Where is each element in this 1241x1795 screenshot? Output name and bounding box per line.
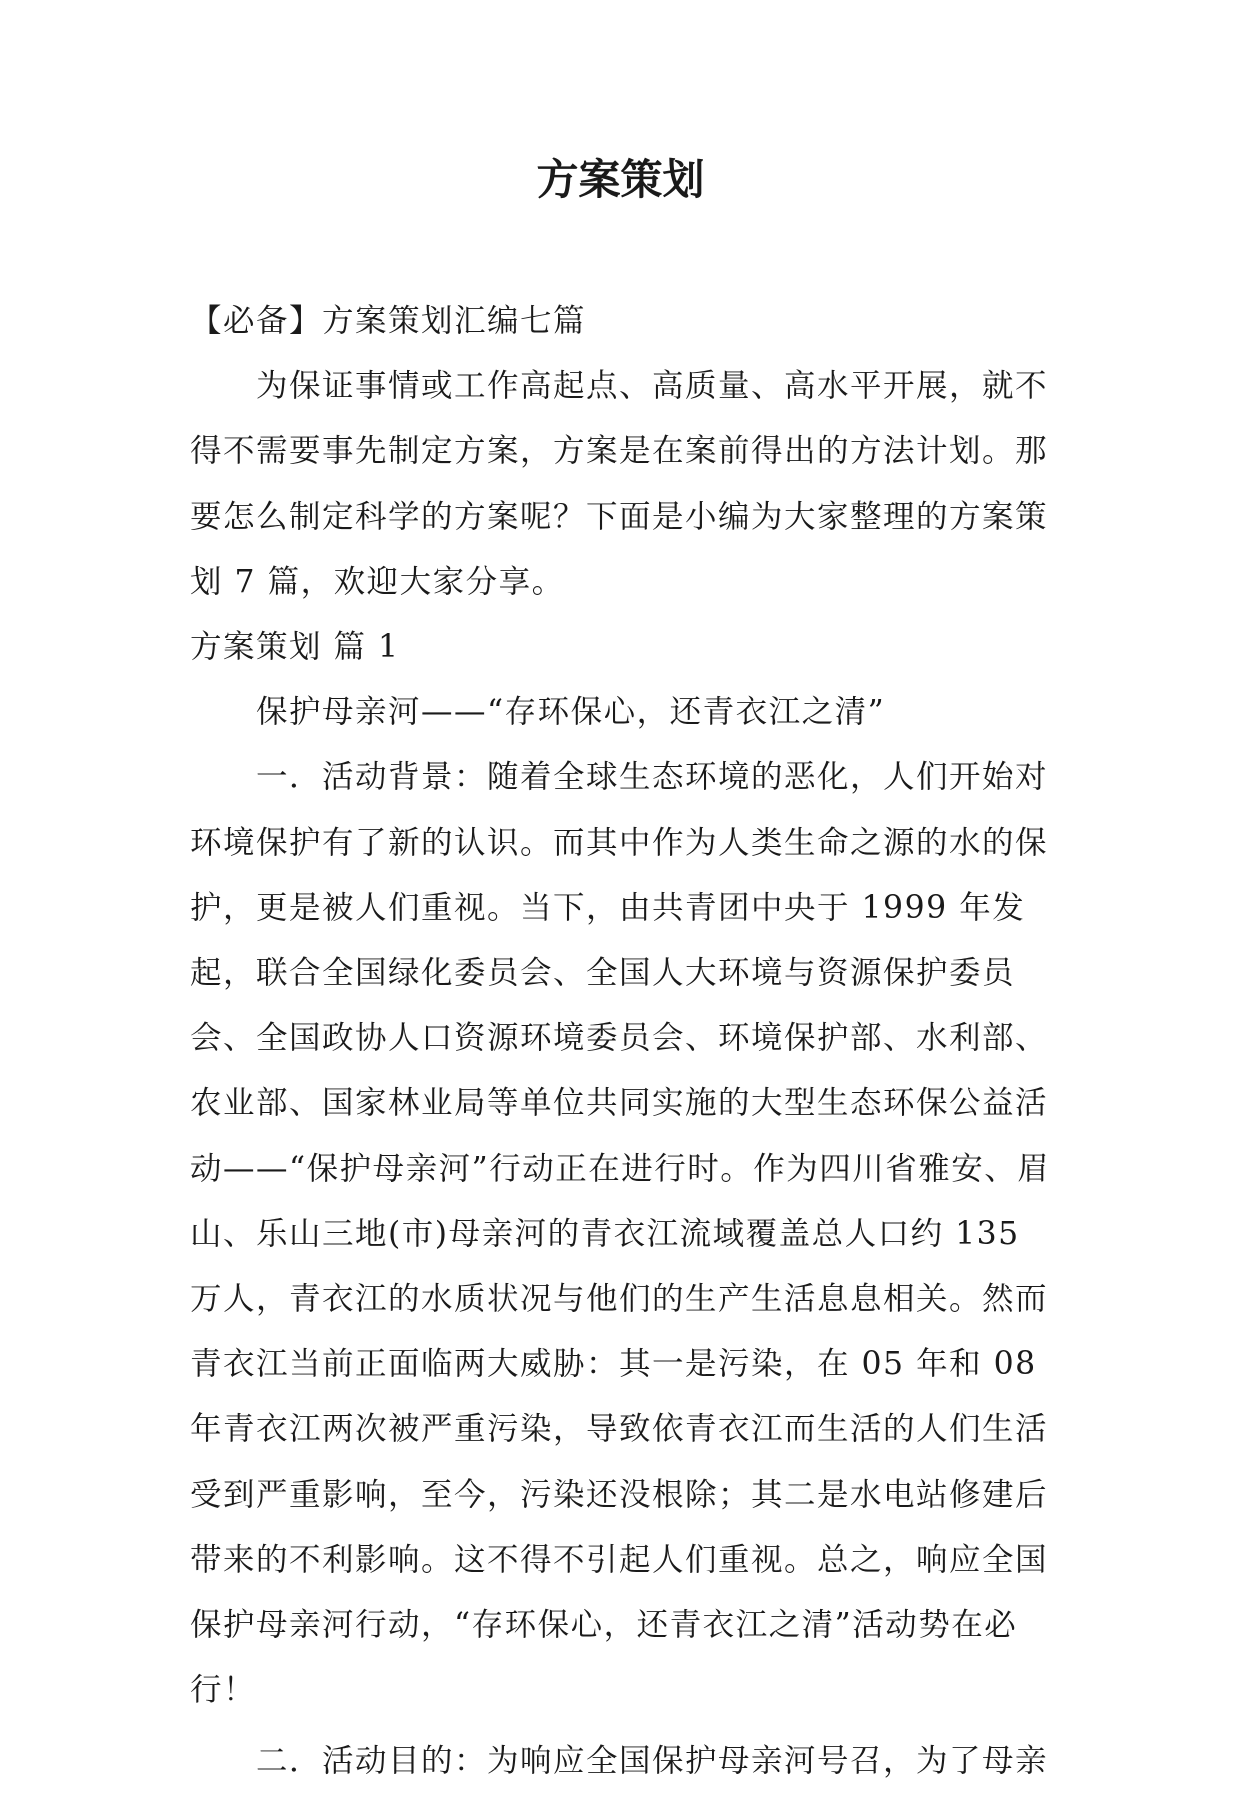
- section-title: 保护母亲河——“存环保心，还青衣江之清”: [256, 694, 886, 731]
- background-paragraph: 一．活动背景：随着全球生态环境的恶化，人们开始对环境保护有了新的认识。而其中作为人类生命之源的水的保护，更是被人们重视。当下，由共青团中央于 1999 年发起，联合全国绿化委员会、全国人大环境与资源保护委员会、全国政协人口资源环境委员会、环境保护部、水利部、农业部、国家林业局等单位共同实施的大型生态环保公益活动——“保护母亲河”行动正在进行时。作为四川省雅安、眉山、乐山三地(市)母亲河的青衣江流域覆盖总人口约 135 万人，青衣江的水质状况与他们的生产生活息息相关。然而青衣江当前正面临两大威胁：其一是污染，在 05 年和 08 年青衣江两次被严重污染，导致依青衣江而生活的人们生活受到严重影响，至今，污染还没根除；其二是水电站修建后带来的不利影响。这不得不引起人们重视。总之，响应全国保护母亲河行动，“存环保心，还青衣江之清”活动势在必行！: [190, 759, 1051, 1709]
- purpose-paragraph: 二．活动目的：为响应全国保护母亲河号召，为了母亲: [256, 1743, 1049, 1780]
- document-subtitle: 【必备】方案策划汇编七篇: [190, 303, 587, 339]
- page-title: 方案策划: [536, 155, 705, 204]
- intro-paragraph: 为保证事情或工作高起点、高质量、高水平开展，就不得不需要事先制定方案，方案是在案前得出的方法计划。那要怎么制定科学的方案呢？下面是小编为大家整理的方案策划 7 篇，欢迎大家分享。: [190, 368, 1049, 600]
- document-body: [190, 289, 1060, 1795]
- section-heading: 方案策划 篇 1: [190, 629, 400, 666]
